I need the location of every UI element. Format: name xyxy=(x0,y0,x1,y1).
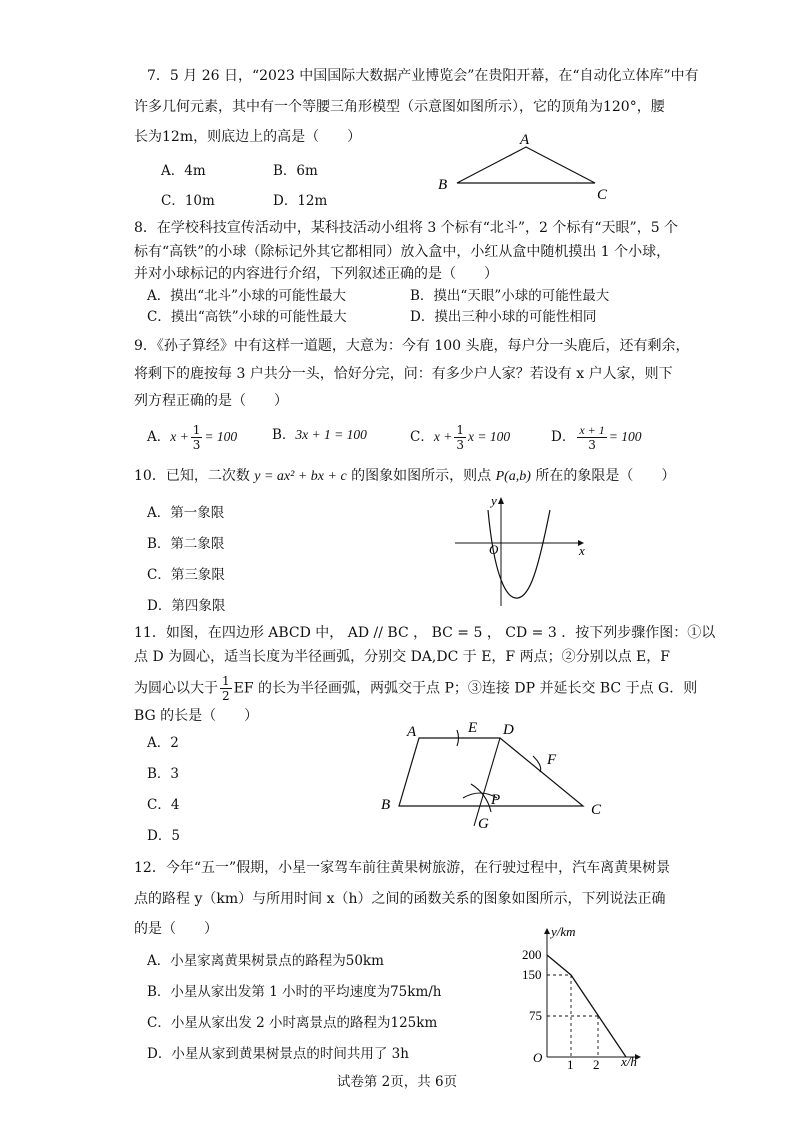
q12-tick-2: 2 xyxy=(593,1057,600,1070)
q9-option-a-post: = 100 xyxy=(204,429,238,444)
q7-label-c: C xyxy=(597,187,608,203)
q12-option-d: D．小星从家到黄果树景点的时间共用了 3h xyxy=(147,1046,409,1062)
q10-option-a: A．第一象限 xyxy=(147,505,225,521)
q9-option-a-num: 1 xyxy=(192,423,201,437)
q10-option-b: B．第二象限 xyxy=(147,536,225,552)
q9-option-a-den: 3 xyxy=(192,438,201,452)
q12-xlabel: x/h xyxy=(621,1054,637,1069)
q8-line-3: 并对小球标记的内容进行介绍，下列叙述正确的是（ ） xyxy=(134,266,498,282)
q12-tick-1: 1 xyxy=(567,1057,574,1070)
q12-ylabel: y/km xyxy=(551,924,576,939)
q7-label-a: A xyxy=(520,132,530,148)
q10-line-1-pre: 10．已知，二次数 xyxy=(134,468,255,484)
q9-line-2: 将剩下的鹿按每 3 户共分一头，恰好分完，问：有多少户人家？若设有 x 户人家，则下 xyxy=(134,366,673,382)
q9-option-c-den: 3 xyxy=(456,438,464,452)
q12-option-b: B．小星从家出发第 1 小时的平均速度为75km/h xyxy=(147,984,442,1000)
q11-label-g: G xyxy=(478,816,489,832)
q11-label-e: E xyxy=(468,720,478,736)
q11-label-p: P xyxy=(491,792,501,808)
q11-label-f: F xyxy=(547,752,557,768)
q7-line-1: 7．5 月 26 日，“2023 中国国际大数据产业博览会”在贵阳开幕，在“自动化立体库”中有 xyxy=(147,68,699,84)
q11-line-3 xyxy=(134,674,697,703)
q9-option-c-post: x = 100 xyxy=(467,429,511,444)
q7-option-b: B．6m xyxy=(273,163,318,179)
q9-option-c-label: C． xyxy=(410,429,434,445)
q11-label-a: A xyxy=(407,724,417,740)
q12-tick-150: 150 xyxy=(522,967,542,982)
q11-label-b: B xyxy=(381,797,391,813)
q10-function: y = ax² + bx + c xyxy=(254,469,347,484)
q11-option-d: D．5 xyxy=(147,828,180,844)
q11-line-3-post: EF 的长为半径画弧，两弧交于点 P；③连接 DP 并延长交 BC 于点 G．则 xyxy=(233,680,698,697)
q10-line-1-post: 所在的象限是（ ） xyxy=(530,468,676,484)
q11-label-c: C xyxy=(591,802,602,818)
q12-option-a: A．小星家离黄果树景点的路程为50km xyxy=(147,953,384,969)
q7-label-b: B xyxy=(438,177,448,193)
q11-option-c: C．4 xyxy=(147,797,180,813)
q7-line-2: 许多几何元素，其中有一个等腰三角形模型（示意图如图所示），它的顶角为120°，腰 xyxy=(134,99,665,115)
q9-option-d-num: x + 1 xyxy=(579,423,605,437)
q11-label-d: D xyxy=(503,722,514,738)
q8-option-c: C．摸出“高铁”小球的可能性最大 xyxy=(147,309,347,325)
q7-line-3: 长为12m，则底边上的高是（ ） xyxy=(134,129,362,145)
q9-option-c-num: 1 xyxy=(456,423,464,437)
q9-option-a xyxy=(147,423,237,452)
q9-option-a-fraction xyxy=(191,423,203,452)
q10-label-o: O xyxy=(489,542,499,557)
q9-line-1: 9．《孙子算经》中有这样一道题，大意为：今有 100 头鹿，每户分一头鹿后，还有剩余， xyxy=(134,338,690,354)
q10-parabola-figure xyxy=(450,490,600,608)
q7-option-d: D．12m xyxy=(273,193,328,209)
q11-option-a: A．2 xyxy=(147,735,179,751)
q9-option-c xyxy=(410,423,510,452)
q10-label-x: x xyxy=(579,543,585,558)
q11-half-fraction xyxy=(220,674,232,703)
q9-option-b xyxy=(272,425,367,445)
q9-option-d xyxy=(551,423,642,452)
q8-option-b: B．摸出“天眼”小球的可能性最大 xyxy=(410,288,610,304)
q12-line-3: 的是（ ） xyxy=(134,921,218,937)
q11-line-3-pre: 为圆心以大于 xyxy=(134,680,218,697)
q7-option-c: C．10m xyxy=(161,193,215,209)
q8-option-a: A．摸出“北斗”小球的可能性最大 xyxy=(147,288,347,304)
q9-option-d-fraction xyxy=(577,423,606,452)
q12-distance-time-graph xyxy=(505,920,655,1070)
q8-option-d: D．摸出三种小球的可能性相同 xyxy=(410,309,597,325)
q9-option-d-post: = 100 xyxy=(608,429,642,444)
q11-half-den: 2 xyxy=(222,689,230,703)
q11-line-2: 点 D 为圆心，适当长度为半径画弧，分别交 DA,DC 于 E，F 两点；②分别以点 E，F xyxy=(134,649,670,665)
q12-tick-200: 200 xyxy=(522,947,542,962)
q10-line-1-mid: 的图象如图所示，则点 xyxy=(346,468,496,484)
q12-line-1: 12．今年“五一”假期，小星一家驾车前往黄果树旅游，在行驶过程中，汽车离黄果树景 xyxy=(134,860,671,876)
q9-option-d-den: 3 xyxy=(588,438,596,452)
q9-option-c-fraction xyxy=(454,423,466,452)
q9-option-b-eq: 3x + 1 = 100 xyxy=(295,427,367,442)
q12-option-c: C．小星从家出发 2 小时离景点的路程为125km xyxy=(147,1015,438,1031)
q11-trapezoid-figure xyxy=(375,714,615,834)
q8-line-2: 标有“高铁”的小球（除标记外其它都相同）放入盒中，小红从盒中随机摸出 1 个小球， xyxy=(134,244,671,260)
q10-option-d: D．第四象限 xyxy=(147,598,226,614)
q7-option-a: A．4m xyxy=(161,163,206,179)
q11-option-b: B．3 xyxy=(147,766,180,782)
q10-label-y: y xyxy=(491,493,497,508)
q10-point: P(a,b) xyxy=(495,469,531,484)
q10-option-c: C．第三象限 xyxy=(147,567,225,583)
q10-line-1 xyxy=(134,466,675,487)
q9-option-b-label: B． xyxy=(272,427,296,443)
page-footer: 试卷第 2页，共 6页 xyxy=(336,1074,458,1090)
q9-option-a-pre: x + xyxy=(170,429,189,444)
q9-option-d-label: D． xyxy=(551,429,576,445)
q7-triangle-figure xyxy=(430,130,620,205)
q11-line-1: 11．如图，在四边形 ABCD 中， AD // BC ， BC = 5 ， CD = 3 ．按下列步骤作图：①以 xyxy=(134,625,716,641)
q12-tick-75: 75 xyxy=(529,1008,542,1023)
q12-origin: O xyxy=(533,1050,543,1065)
q12-line-2: 点的路程 y（km）与所用时间 x（h）之间的函数关系的图象如图所示，下列说法正确 xyxy=(134,891,666,907)
q9-line-3: 列方程正确的是（ ） xyxy=(134,393,288,409)
q9-option-c-pre: x + xyxy=(433,429,453,444)
q8-line-1: 8．在学校科技宣传活动中，某科技活动小组将 3 个标有“北斗”，2 个标有“天眼”，5 个 xyxy=(134,220,679,236)
q11-half-num: 1 xyxy=(222,674,230,688)
q9-option-a-label: A． xyxy=(147,429,171,445)
q11-line-4: BG 的长是（ ） xyxy=(134,708,259,724)
